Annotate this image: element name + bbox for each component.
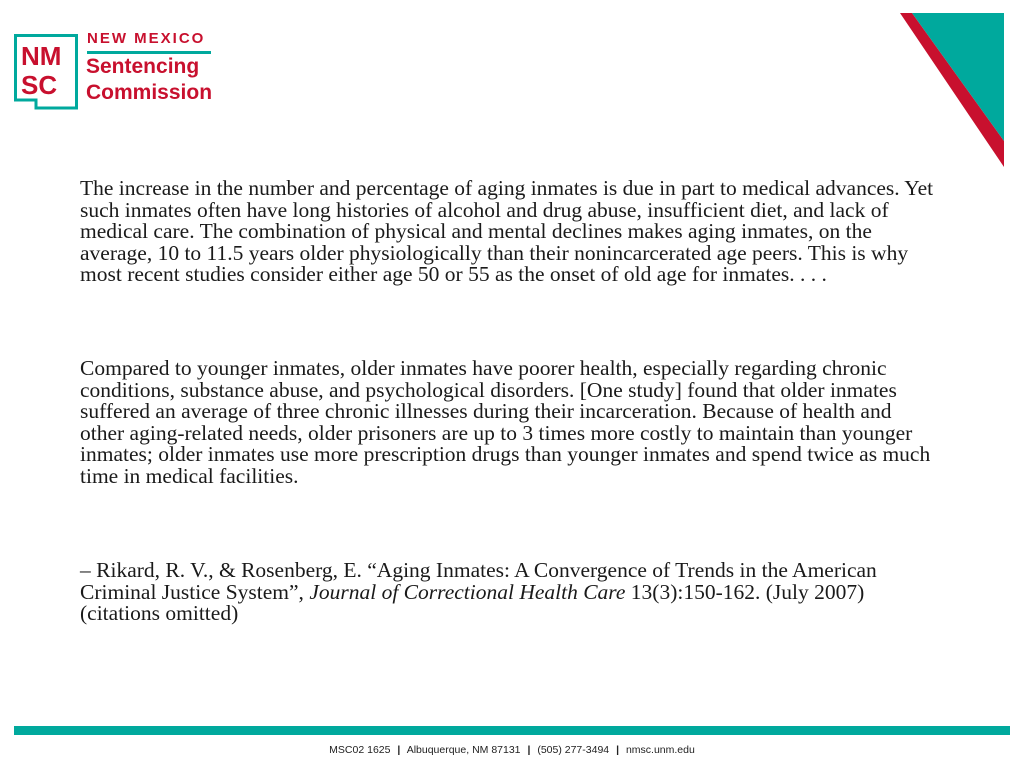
quote-paragraph-2: Compared to younger inmates, older inmates have poorer health, especially regarding chronic conditions, substance abuse, and psychological disorders. [One study] found that older inmates suffered an average of three chronic illnesses during their incarceration. Because of health and other aging-related needs, older prisoners are up to 3 times more costly to maintain than younger inmates; older inmates use more prescription drugs than younger inmates and spend twice as much time in medical facilities. bbox=[80, 356, 931, 488]
citation-tail: 13(3):150-162. (July 2007) (citations omitted) bbox=[80, 579, 865, 625]
citation bbox=[80, 560, 940, 625]
footer-separator: | bbox=[397, 744, 401, 756]
footer-bar bbox=[14, 726, 1010, 735]
logo-org-name bbox=[86, 54, 212, 106]
corner-decoration bbox=[900, 13, 1004, 167]
logo-org-top: NEW MEXICO bbox=[87, 30, 206, 47]
footer-website[interactable]: nmsc.unm.edu bbox=[625, 744, 695, 756]
quote-paragraph-1: The increase in the number and percentage of aging inmates is due in part to medical advances. Yet such inmates often have long histories of alcohol and drug abuse, insufficient diet, and lack of medical care. The combination of physical and mental declines makes aging inmates, on the average, 10 to 11.5 years older physiologically than their nonincarcerated age peers. This is why most recent studies consider either age 50 or 55 as the onset of old age for inmates. . . . bbox=[80, 176, 934, 286]
citation-lead: – Rikard, R. V., & Rosenberg, E. “Aging Inmates: A Convergence of Trends in the American Criminal Justice System”, bbox=[80, 558, 877, 604]
footer-contact bbox=[0, 744, 1024, 756]
logo-mark-bottom: SC bbox=[21, 70, 58, 100]
citation-journal: Journal of Correctional Health Care bbox=[309, 579, 626, 604]
logo-org-line2: Commission bbox=[86, 81, 213, 104]
footer-separator: | bbox=[527, 744, 531, 756]
footer-city: Albuquerque, NM 87131 bbox=[406, 744, 521, 756]
nmsc-logo bbox=[14, 30, 244, 114]
footer-address: MSC02 1625 bbox=[329, 744, 391, 756]
footer-separator: | bbox=[616, 744, 620, 756]
logo-mark-top: NM bbox=[21, 41, 62, 71]
logo-org-line1: Sentencing bbox=[86, 55, 200, 78]
footer-phone: (505) 277-3494 bbox=[537, 744, 610, 756]
nmsc-logo-mark bbox=[14, 34, 78, 112]
